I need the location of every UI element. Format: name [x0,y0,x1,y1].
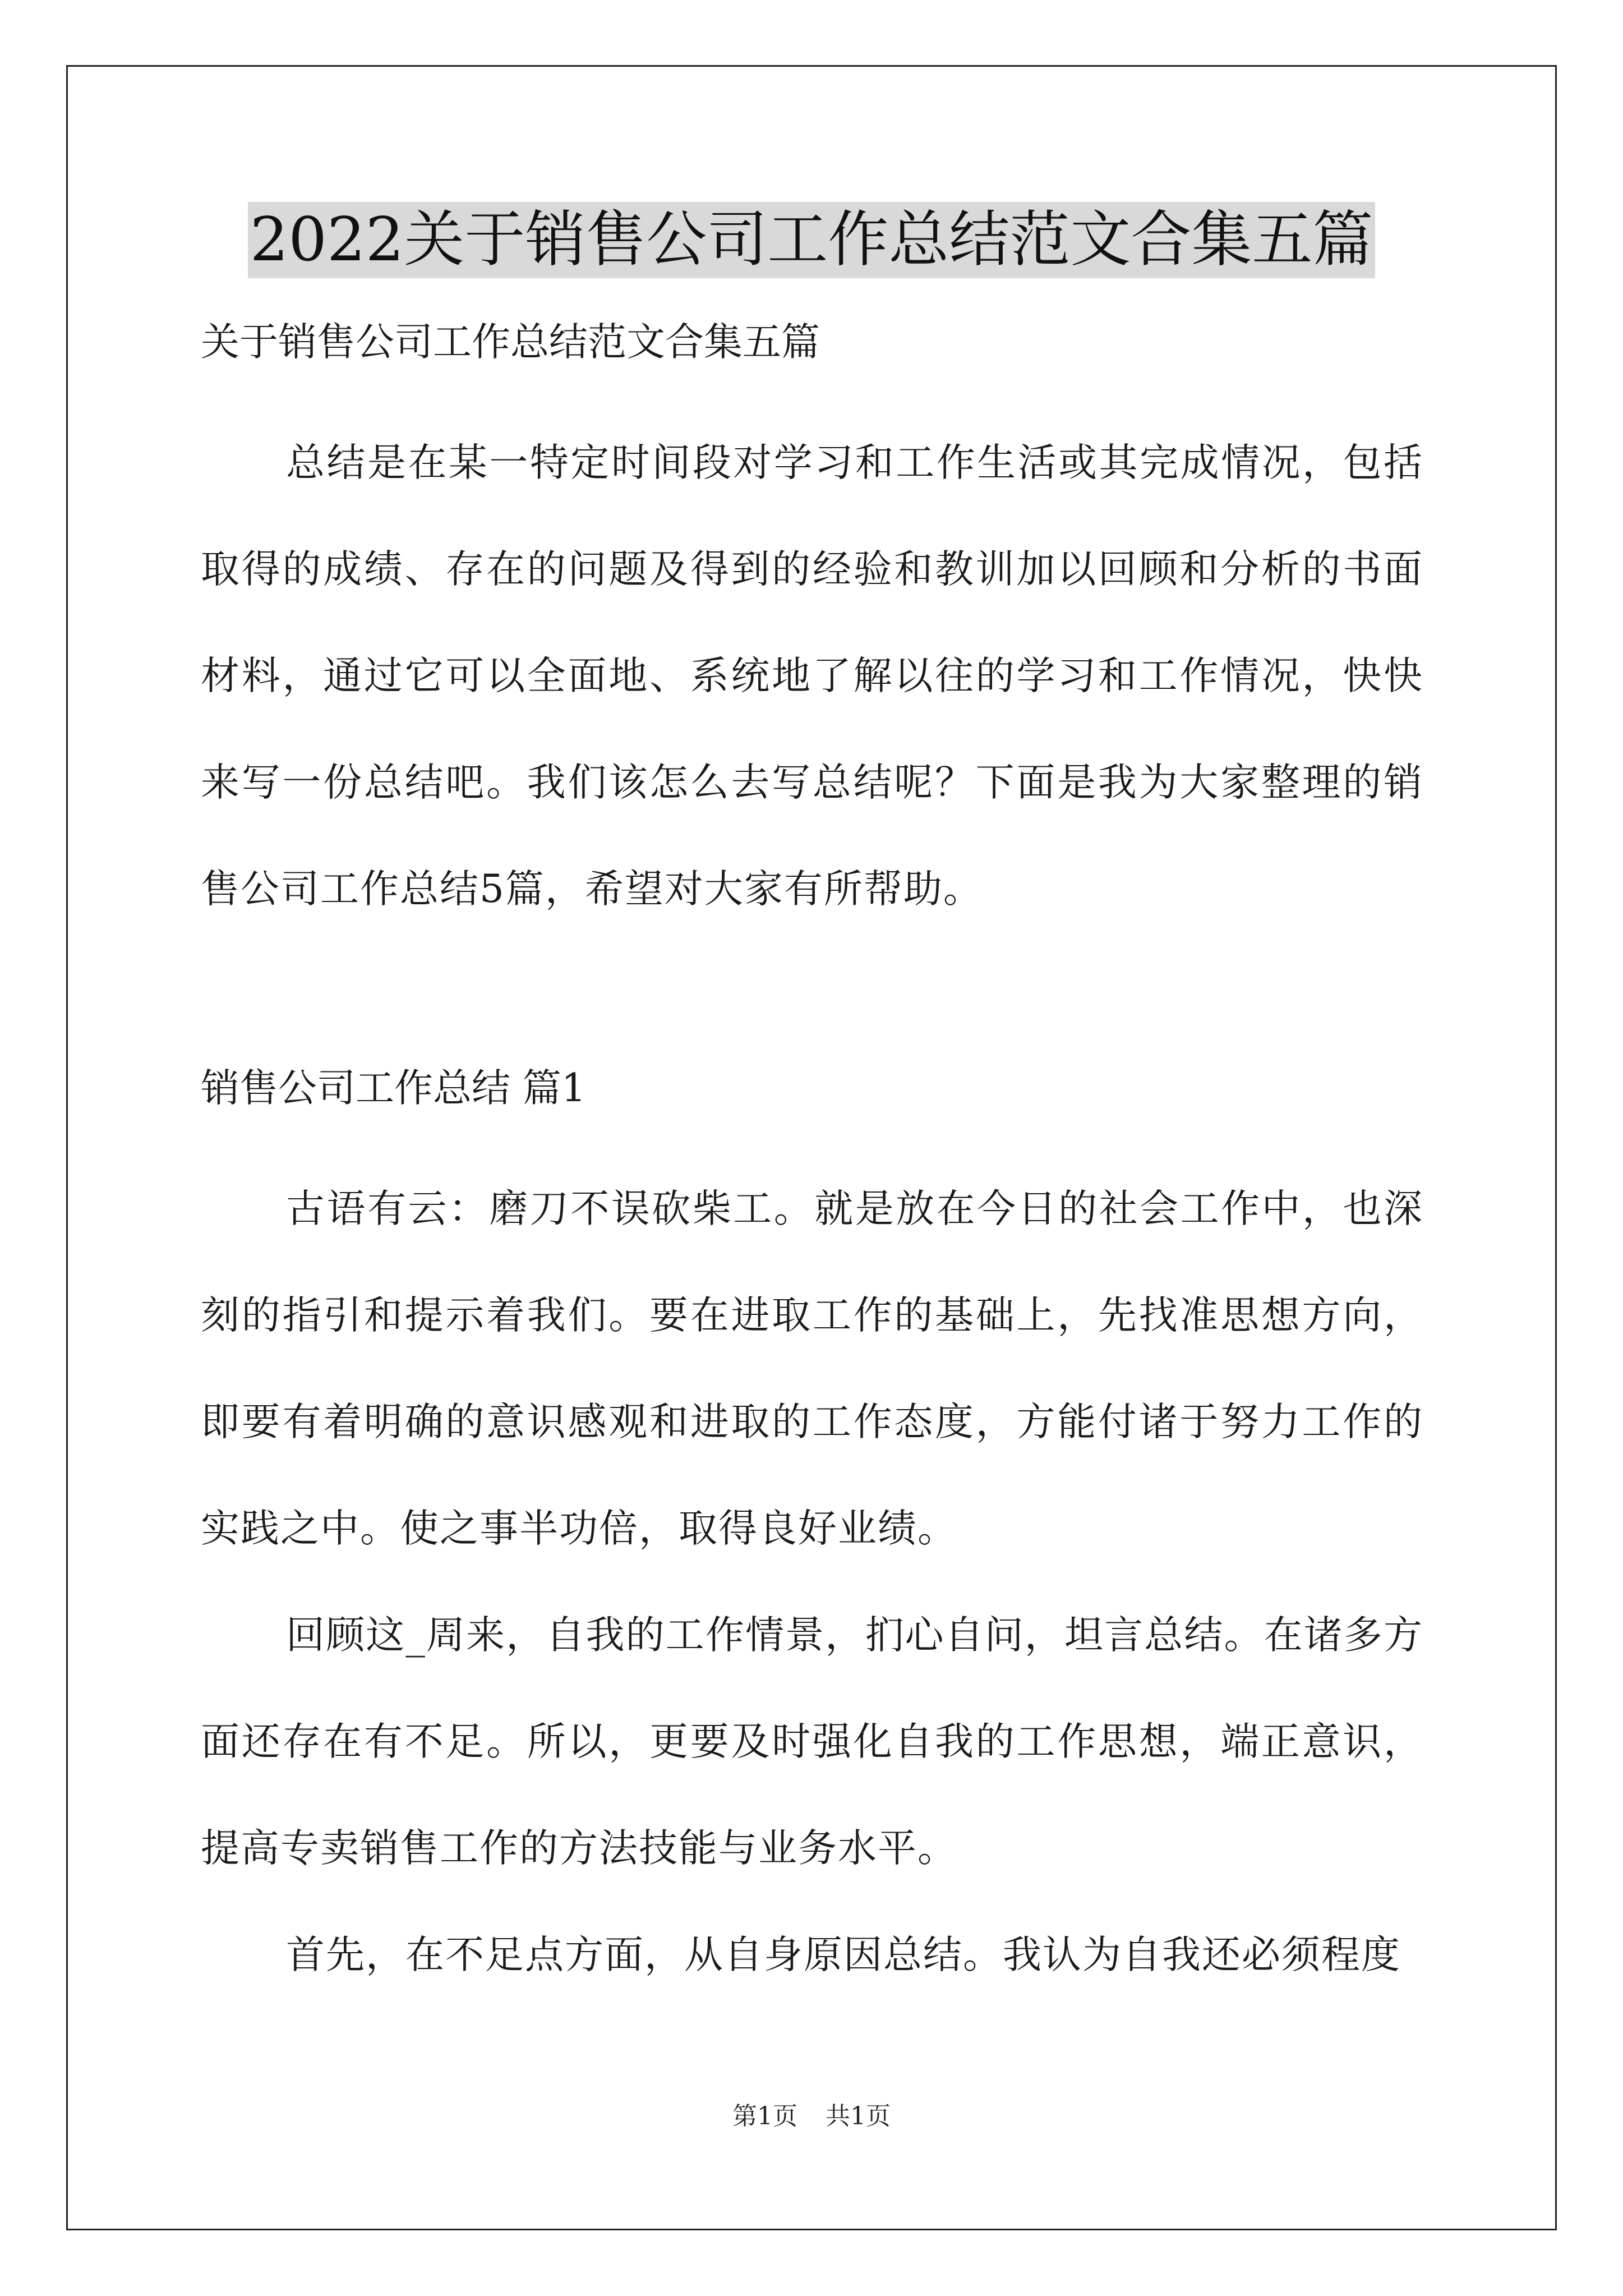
body-paragraph-2: 回顾这_周来，自我的工作情景，扪心自问，坦言总结。在诸多方面还存在有不足。所以，更要及时强化自我的工作思想，端正意识，提高专卖销售工作的方法技能与业务水平。 [201,1613,1423,1871]
section-heading: 销售公司工作总结 篇1 [201,1066,586,1111]
body-paragraph-1: 古语有云：磨刀不误砍柴工。就是放在今日的社会工作中，也深刻的指引和提示着我们。要在进取工作的基础上，先找准思想方向，即要有着明确的意识感观和进取的工作态度，方能付诸于努力工作的实践之中。使之事半功倍，取得良好业绩。 [201,1186,1423,1551]
intro-paragraph: 总结是在某一特定时间段对学习和工作生活或其完成情况，包括取得的成绩、存在的问题及得到的经验和教训加以回顾和分析的书面材料，通过它可以全面地、系统地了解以往的学习和工作情况，快快来写一份总结吧。我们该怎么去写总结呢？下面是我为大家整理的销售公司工作总结5篇，希望对大家有所帮助。 [201,440,1423,912]
document-body [201,314,1423,2008]
document-title: 2022关于销售公司工作总结范文合集五篇 [248,202,1376,278]
body-paragraph-3: 首先，在不足点方面，从自身原因总结。我认为自我还必须程度 [286,1932,1401,1977]
title-container [0,202,1623,278]
document-subtitle: 关于销售公司工作总结范文合集五篇 [201,320,820,365]
page-total: 共1页 [826,2102,891,2131]
page-footer [0,2096,1623,2132]
page-number: 第1页 [732,2102,797,2131]
